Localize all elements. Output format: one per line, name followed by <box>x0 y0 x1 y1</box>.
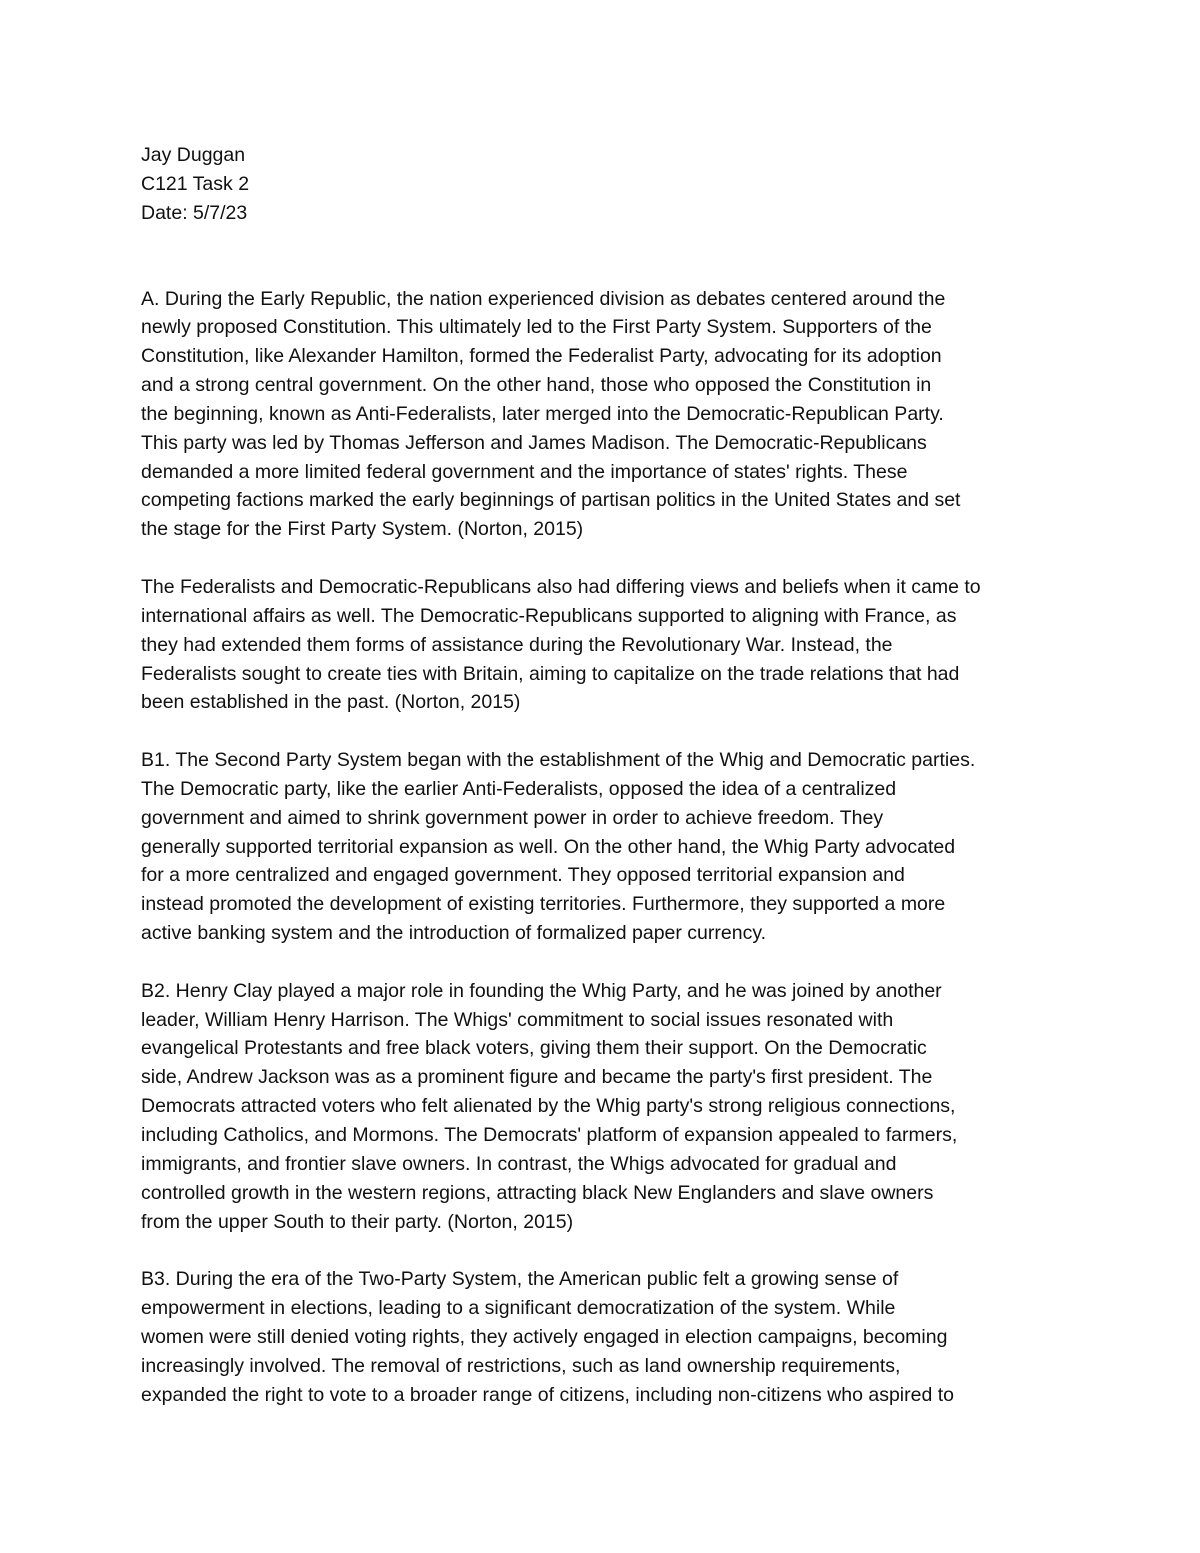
paragraph-line: they had extended them forms of assistance during the Revolutionary War. Instead, the <box>141 633 893 656</box>
paragraph-line: competing factions marked the early beginnings of partisan politics in the United States and set <box>141 489 961 512</box>
paragraph-line: expanded the right to vote to a broader range of citizens, including non-citizens who aspired to <box>141 1383 955 1406</box>
paragraph-b3 <box>141 1265 1066 1409</box>
paragraph-line: B2. Henry Clay played a major role in founding the Whig Party, and he was joined by another <box>141 979 942 1002</box>
paragraph-line: from the upper South to their party. (Norton, 2015) <box>141 1210 574 1233</box>
paragraph-a-continued <box>141 573 1066 717</box>
paragraph-line: the stage for the First Party System. (Norton, 2015) <box>141 518 584 541</box>
paragraph-line: immigrants, and frontier slave owners. In contrast, the Whigs advocated for gradual and <box>141 1152 897 1175</box>
paragraph-line: women were still denied voting rights, they actively engaged in election campaigns, becoming <box>141 1325 948 1348</box>
paragraph-line: and a strong central government. On the other hand, those who opposed the Constitution in <box>141 374 932 397</box>
paragraph-line: Constitution, like Alexander Hamilton, formed the Federalist Party, advocating for its adoption <box>141 345 942 368</box>
paragraph-line: leader, William Henry Harrison. The Whigs' commitment to social issues resonated with <box>141 1008 894 1031</box>
document-header <box>141 141 1066 228</box>
paragraph-line: Federalists sought to create ties with Britain, aiming to capitalize on the trade relations that had <box>141 662 960 685</box>
paragraph-line: A. During the Early Republic, the nation experienced division as debates centered around the <box>141 287 946 310</box>
paragraph-b1 <box>141 746 1066 948</box>
paragraph-line: for a more centralized and engaged government. They opposed territorial expansion and <box>141 864 905 887</box>
paragraph-b2 <box>141 977 1066 1237</box>
paragraph-line: The Federalists and Democratic-Republicans also had differing views and beliefs when it came to <box>141 575 981 598</box>
paragraph-a <box>141 285 1066 545</box>
paragraph-line: government and aimed to shrink government power in order to achieve freedom. They <box>141 806 884 829</box>
paragraph-line: international affairs as well. The Democratic-Republicans supported to aligning with France, as <box>141 604 957 627</box>
paragraph-line: B1. The Second Party System began with the establishment of the Whig and Democratic parties. <box>141 749 976 772</box>
paragraph-line: newly proposed Constitution. This ultimately led to the First Party System. Supporters of the <box>141 316 932 339</box>
paragraph-line: B3. During the era of the Two-Party System, the American public felt a growing sense of <box>141 1268 899 1291</box>
paragraph-line: This party was led by Thomas Jefferson and James Madison. The Democratic-Republicans <box>141 431 927 454</box>
paragraph-line: Democrats attracted voters who felt alienated by the Whig party's strong religious connections, <box>141 1095 956 1118</box>
paragraph-line: demanded a more limited federal government and the importance of states' rights. These <box>141 460 908 483</box>
paragraph-line: been established in the past. (Norton, 2015) <box>141 691 521 714</box>
paragraph-line: side, Andrew Jackson was as a prominent figure and became the party's first president. The <box>141 1066 933 1089</box>
paragraph-line: instead promoted the development of existing territories. Furthermore, they supported a more <box>141 893 946 916</box>
paragraph-line: The Democratic party, like the earlier Anti-Federalists, opposed the idea of a centralized <box>141 777 897 800</box>
paragraph-line: including Catholics, and Mormons. The Democrats' platform of expansion appealed to farmers, <box>141 1124 958 1146</box>
paragraph-line: generally supported territorial expansion as well. On the other hand, the Whig Party advocated <box>141 835 956 858</box>
paragraph-line: active banking system and the introduction of formalized paper currency. <box>141 922 767 945</box>
paragraph-line: the beginning, known as Anti-Federalists, later merged into the Democratic-Republican Party. <box>141 402 944 425</box>
paragraph-line: controlled growth in the western regions, attracting black New Englanders and slave owners <box>141 1181 934 1204</box>
document-body <box>141 141 1066 1438</box>
author-name: Jay Duggan <box>141 144 246 166</box>
course-title: C121 Task 2 <box>141 172 250 195</box>
paragraph-line: increasingly involved. The removal of restrictions, such as land ownership requirements, <box>141 1354 901 1377</box>
document-date: Date: 5/7/23 <box>141 201 248 224</box>
paragraph-line: evangelical Protestants and free black voters, giving them their support. On the Democratic <box>141 1037 927 1060</box>
paragraph-line: empowerment in elections, leading to a significant democratization of the system. While <box>141 1297 896 1320</box>
